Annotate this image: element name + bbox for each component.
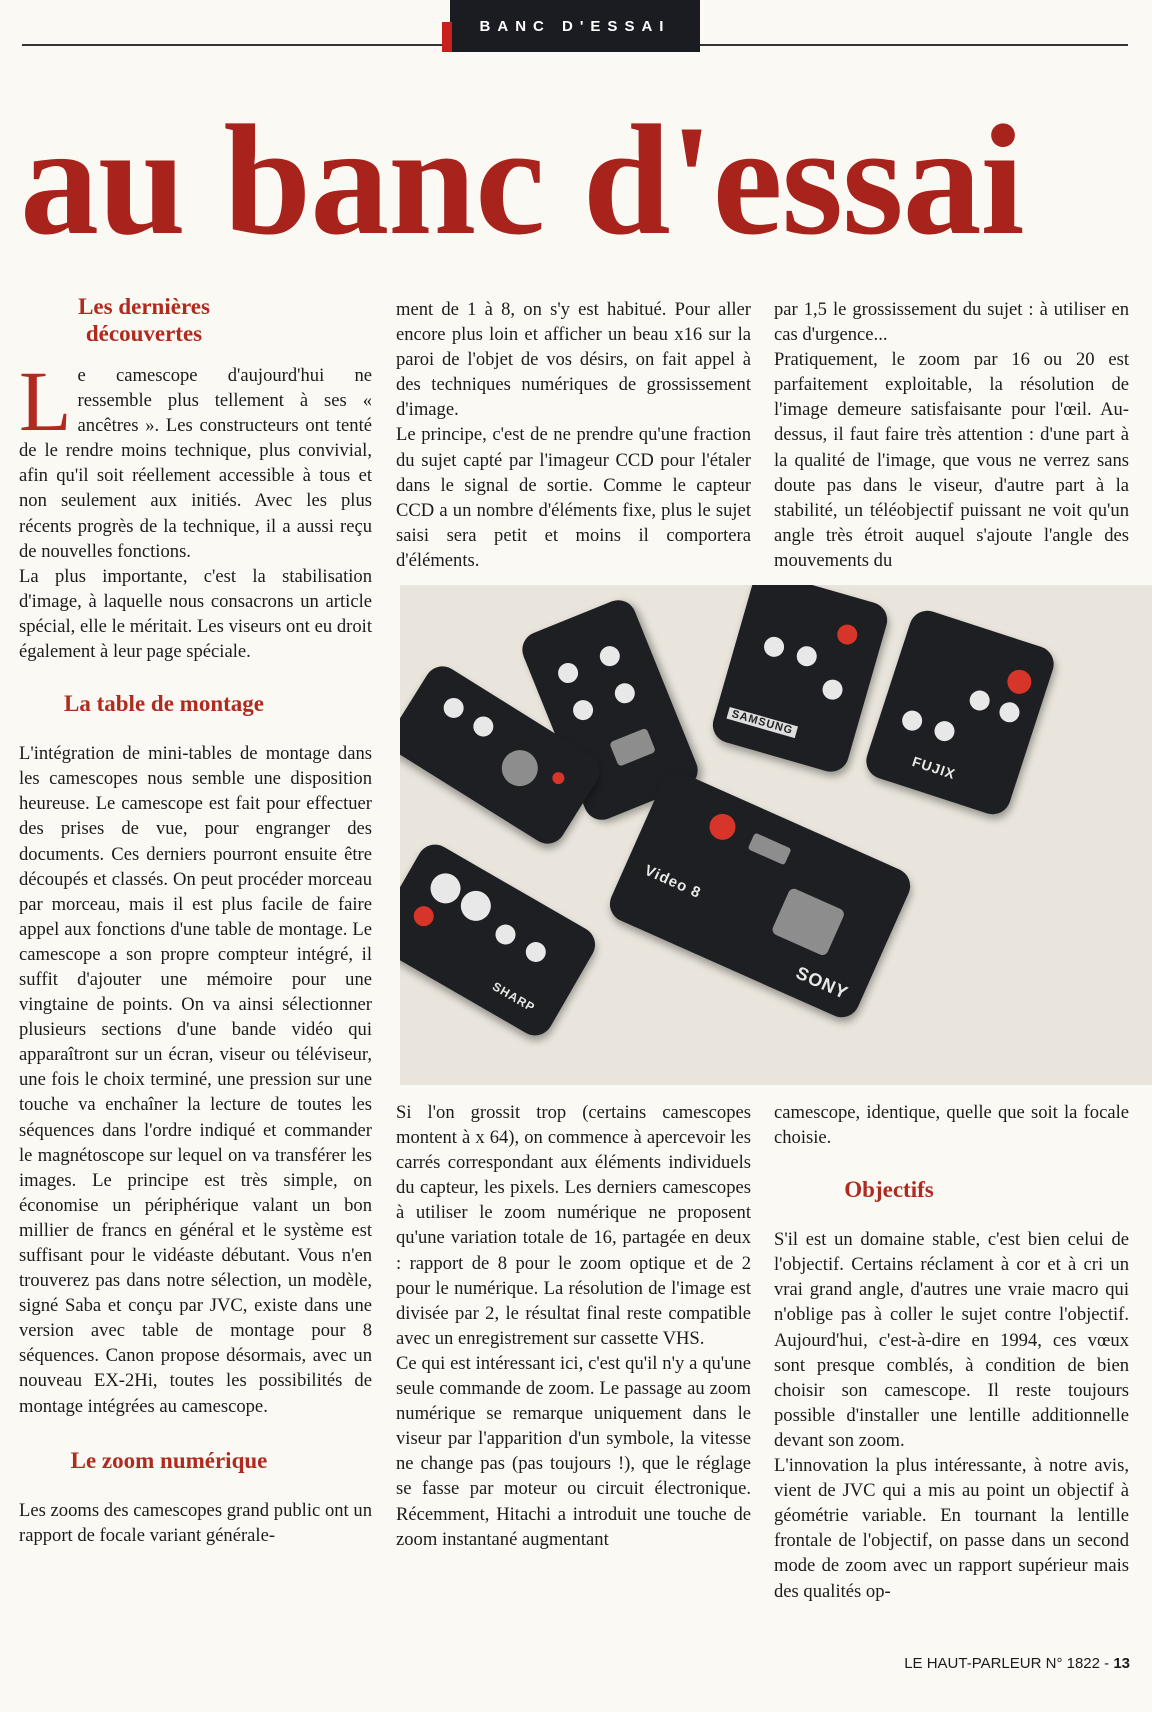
paragraph-pratiquement: Pratiquement, le zoom par 16 ou 20 est parfaitement exploitable, la résolution de l'image demeure satisfaisante pour l'œil. Au-dessus, il faut faire très attention : d'une part à la qualité de l'image, que vous ne verrez sans doute pas dans le viseur, d'autre part à la stabilité, un téléobjectif puissant ne voit qu'un angle très étroit auquel s'ajoute l'angle des mouvements du	[774, 349, 1129, 571]
header-rule-left	[22, 44, 442, 46]
paragraph-stabilisation: La plus importante, c'est la stabilisation d'image, à laquelle nous consacrons un article spécial, elle le méritait. Les viseurs ont eu droit également à leur page spéciale.	[19, 565, 372, 663]
paragraph-zoom-start: Les zooms des camescopes grand public ont un rapport de focale variant générale-	[19, 1499, 372, 1546]
subheading-zoom-numerique: Le zoom numérique	[70, 1447, 268, 1473]
remote-samsung	[709, 585, 892, 776]
page-number: 13	[1113, 1655, 1130, 1672]
remote-sharp	[400, 838, 602, 1042]
video8-logo: Video 8	[641, 861, 704, 902]
paragraph-zoom-cont: ment de 1 à 8, on s'y est habitué. Pour aller encore plus loin et afficher un beau x16 sur la paroi de l'objet de vos désirs, on fait appel à des techniques numériques de grossissement d'image.	[396, 299, 751, 421]
samsung-logo: SAMSUNG	[726, 707, 798, 738]
fujix-logo: FUJIX	[910, 753, 958, 783]
section-label: BANC D'ESSAI	[479, 17, 671, 35]
page-title: au banc d'essai	[20, 93, 1024, 268]
footer-magazine: LE HAUT-PARLEUR N° 1822 -	[904, 1655, 1114, 1672]
section-tab-marker	[442, 22, 452, 52]
paragraph-grossissement: par 1,5 le grossissement du sujet : à utiliser en cas d'urgence...	[774, 299, 1129, 346]
paragraph-innovation: L'innovation la plus intéressante, à notre avis, vient de JVC qui a mis au point un objectif à géométrie variable. En tournant la lentille frontale de l'objectif, on passe dans un second mode de zoom avec un rapport supérieur mais des qualités op-	[774, 1455, 1129, 1602]
column-2-top	[396, 297, 751, 573]
paragraph-objectifs: S'il est un domaine stable, c'est bien celui de l'objectif. Certains réclament à cor et à cri un vrai grand angle, d'autres une vraie macro qui n'oblige pas à coller le sujet contre l'objectif. Aujourd'hui, c'est-à-dire en 1994, ces vœux sont presque comblés, à condition de bien choisir son camescope. Il reste toujours possible d'installer une lentille additionnelle devant son zoom.	[774, 1229, 1129, 1451]
paragraph-camescope: camescope, identique, quelle que soit la focale choisie.	[774, 1102, 1129, 1149]
paragraph-principe: Le principe, c'est de ne prendre qu'une fraction du sujet capté par l'imageur CCD pour l'étaler dans le signal de sortie. Comme le capteur CCD a un nombre d'éléments fixe, plus le sujet saisi sera petit et moins il comportera d'éléments.	[396, 424, 751, 571]
column-3-top	[774, 297, 1129, 573]
drop-cap: L	[19, 353, 72, 449]
remote-controls-photo	[400, 585, 1152, 1085]
section-tab	[450, 0, 700, 52]
column-3-bottom	[774, 1100, 1129, 1604]
subheading-objectifs: Objectifs	[844, 1177, 934, 1203]
remote-fujix	[862, 606, 1059, 819]
header-rule-right	[700, 44, 1128, 46]
column-1	[19, 293, 372, 1548]
sony-logo: SONY	[792, 962, 852, 1004]
subheading-table-montage: La table de montage	[64, 691, 264, 717]
page-footer	[904, 1655, 1130, 1672]
sharp-logo: SHARP	[489, 979, 538, 1015]
paragraph-commande-zoom: Ce qui est intéressant ici, c'est qu'il n'y a qu'une seule commande de zoom. Le passage au zoom numérique se remarque uniquement dans le viseur par l'apparition d'un symbole, la vitesse ne change pas (pas toujours !), que le réglage se fasse par moteur ou circuit électronique. Récemment, Hitachi a introduit une touche de zoom instantané augmentant	[396, 1352, 751, 1550]
remote-sony-video8	[604, 767, 916, 1023]
paragraph-intro	[19, 353, 372, 564]
column-2-bottom	[396, 1100, 751, 1552]
paragraph-intro-text: e camescope d'aujourd'hui ne ressemble plus tellement à ses « ancêtres ». Les constructeurs ont tenté de le rendre moins technique, plus convivial, afin qu'il soit réellement accessible à tous et non seulement aux initiés. Avec les plus récents progrès de la technique, il a aussi reçu de nouvelles fonctions.	[19, 365, 372, 562]
paragraph-pixels: Si l'on grossit trop (certains camescopes montent à x 64), on commence à apercevoir les carrés correspondant aux éléments individuels du capteur, les pixels. Les derniers camescopes à utiliser le zoom numérique ne proposent qu'une variation totale de 16, partagée en deux : rapport de 8 pour le zoom optique et de 2 pour le numérique. La résolution de l'image est divisée par 2, le résultat final reste compatible avec un enregistrement sur cassette VHS.	[396, 1102, 751, 1349]
subheading-decouvertes: Les dernières découvertes	[78, 294, 210, 346]
paragraph-table-montage: L'intégration de mini-tables de montage dans les camescopes nous semble une disposition heureuse. Le camescope est fait pour effectuer des prises de vue, pour engranger des documents. Ces derniers pourront ensuite être découpés et classés. On peut procéder morceau par morceau, mais il est plus facile de faire appel aux fonctions d'une table de montage. Le camescope a son propre compteur intégré, il suffit d'ajouter une mémoire pour une vingtaine de points. On va ainsi sélectionner plusieurs sections d'une bande vidéo qui apparaîtront sur un écran, viseur ou téléviseur, une fois le choix terminé, une pression sur une touche va enchaîner la lecture de toutes les séquences dans l'ordre indiqué et commander le magnétoscope sur lequel on va transférer les images. Le principe est très simple, on économise un périphérique valant un bon millier de francs en général et le système est suffisant pour le vidéaste débutant. Vous n'en trouverez pas dans notre sélection, un modèle, signé Saba et conçu par JVC, existe dans une version avec table de montage pour 8 séquences. Canon propose désormais, avec un nouveau EX-2Hi, toutes les possibilités de montage intégrées au camescope.	[19, 743, 372, 1417]
